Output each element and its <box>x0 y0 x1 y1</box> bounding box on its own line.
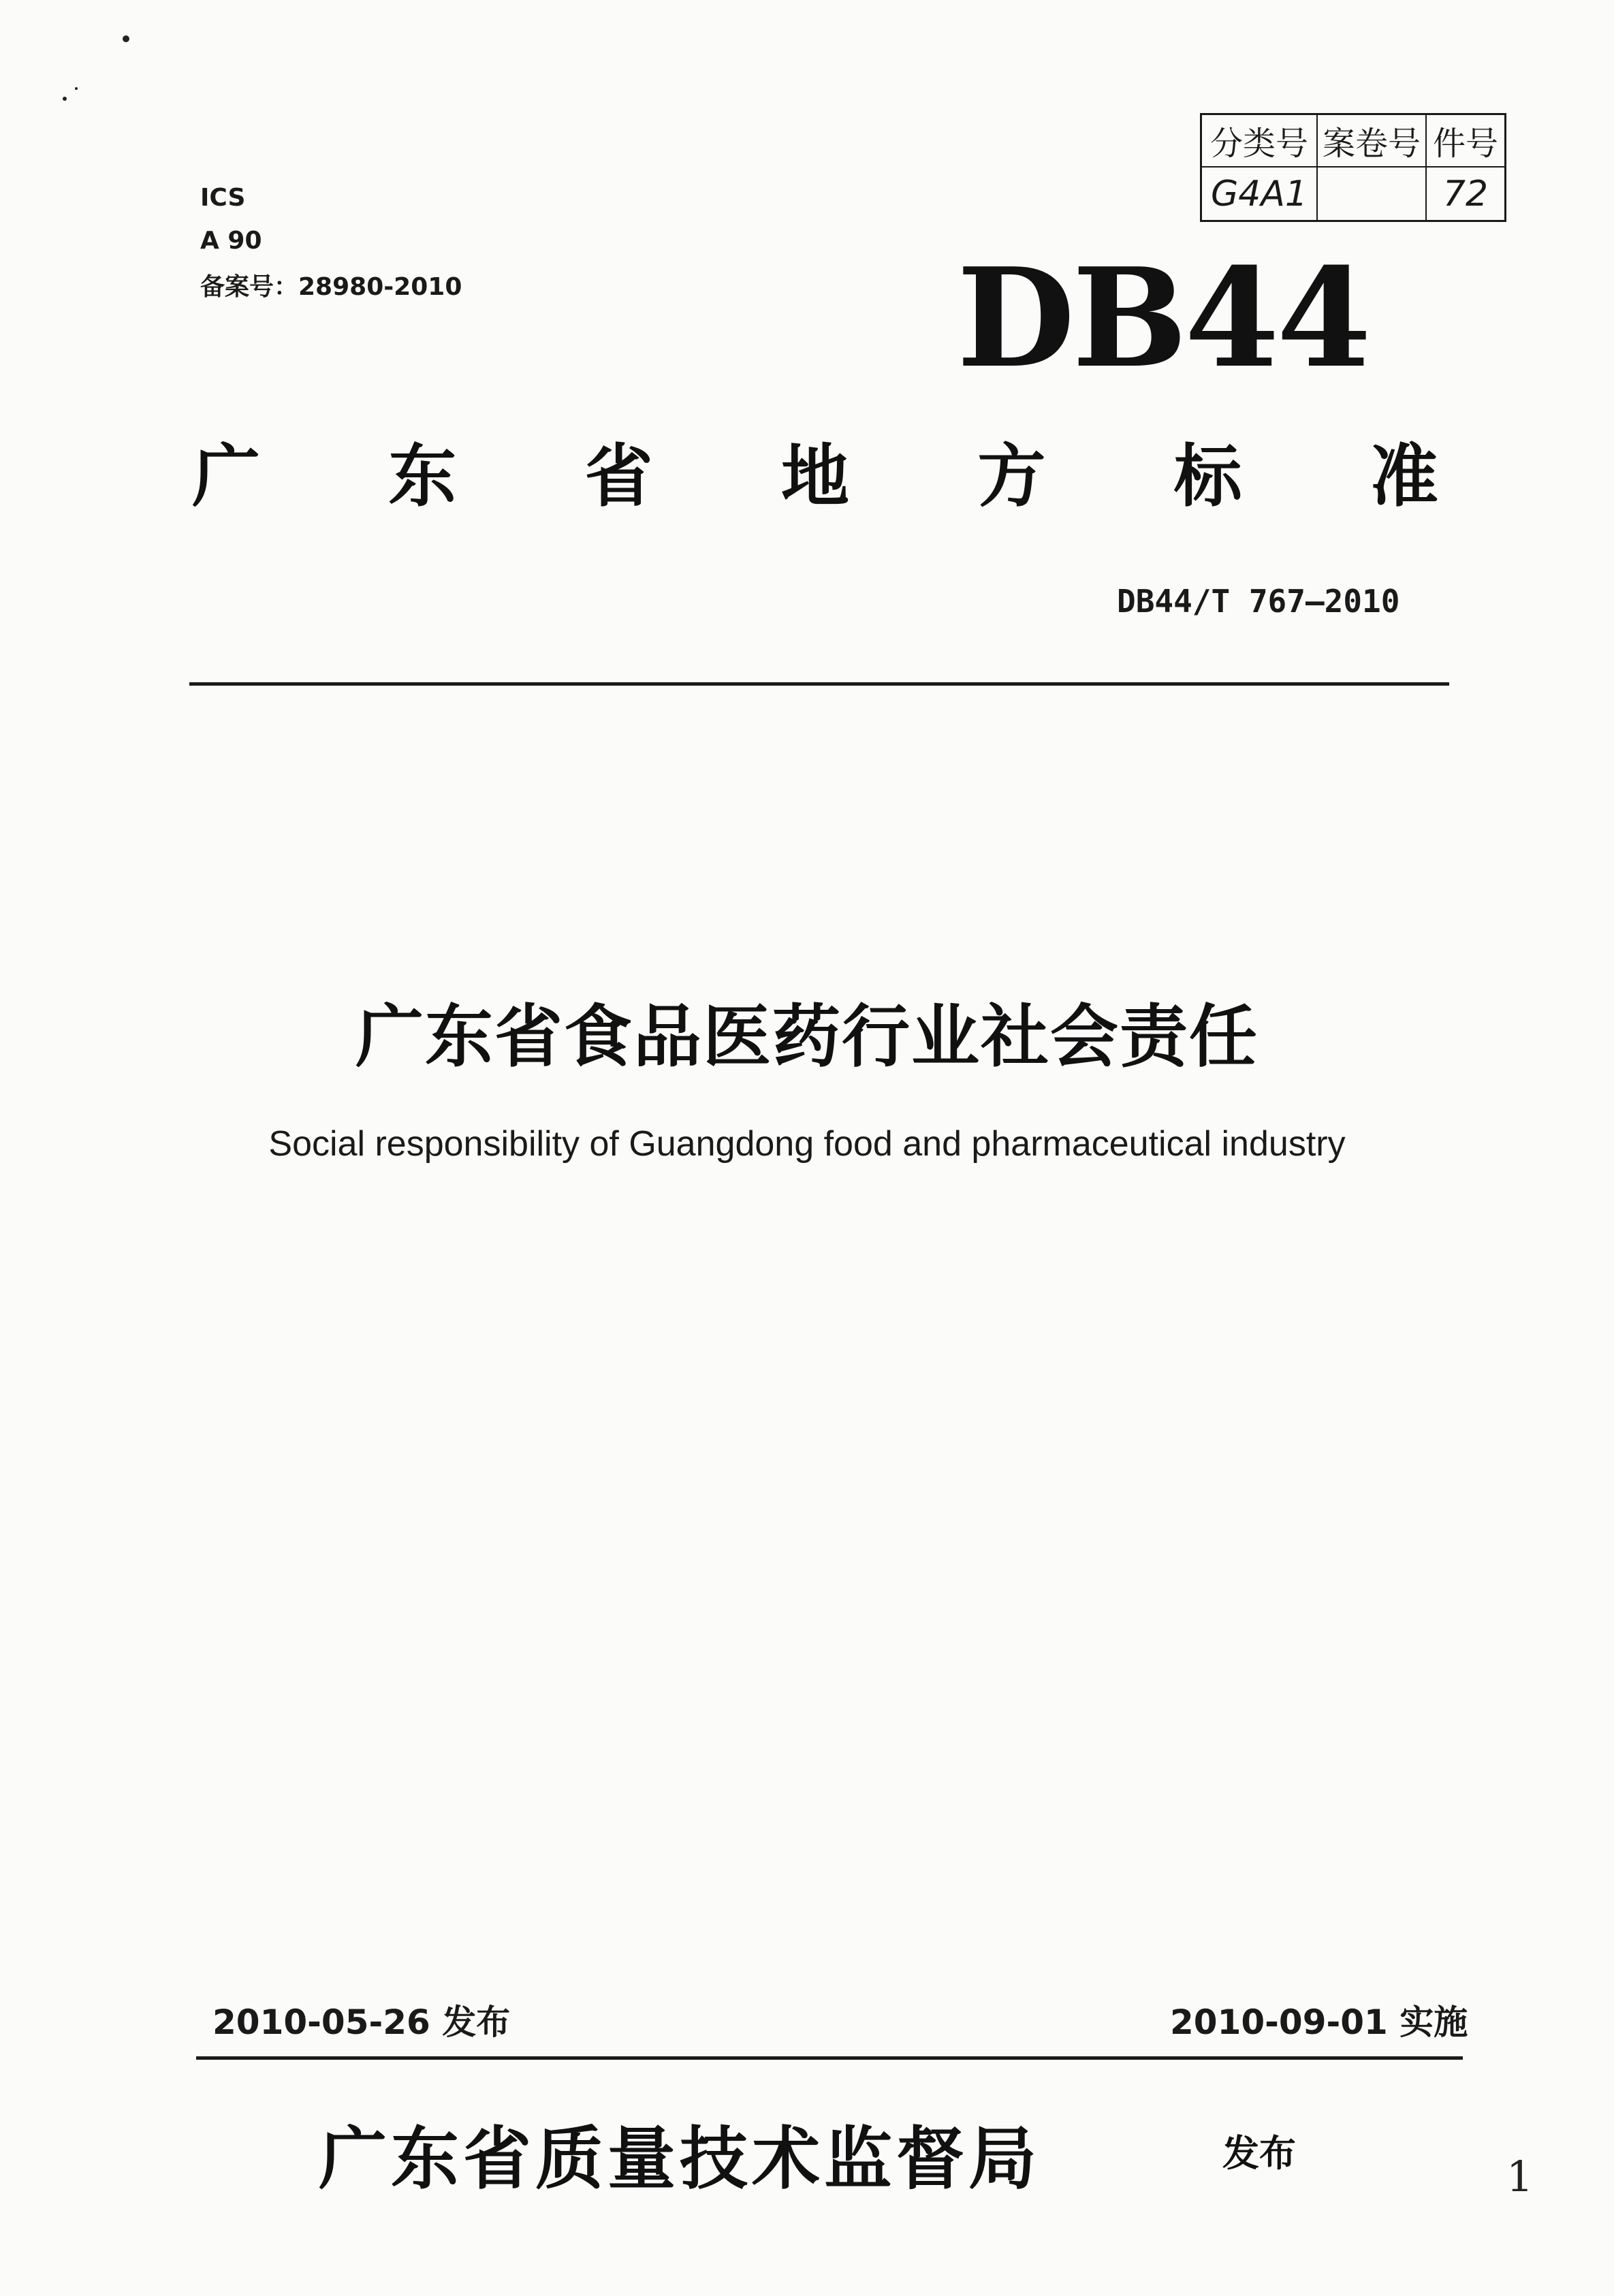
standard-number: DB44/T 767—2010 <box>1117 583 1400 620</box>
issue-date: 2010-05-26 发布 <box>212 2003 511 2042</box>
page-number: 1 <box>1506 2152 1534 2201</box>
category-char: 东 <box>388 436 457 516</box>
archive-header-item: 件号 <box>1427 115 1504 168</box>
archive-value-volume <box>1318 168 1427 220</box>
ics-code: ICS <box>200 184 246 212</box>
standard-category-title <box>192 436 1438 517</box>
document-title-en: Social responsibility of Guangdong food and pharmaceutical industry <box>268 1124 1346 1164</box>
category-char: 方 <box>977 436 1046 516</box>
category-char: 广 <box>192 436 260 516</box>
archive-header-volume: 案卷号 <box>1318 115 1427 168</box>
effective-date: 2010-09-01 实施 <box>1170 2003 1468 2042</box>
scan-speck <box>123 35 129 42</box>
document-title-cn: 广东省食品医药行业社会责任 <box>355 997 1259 1077</box>
issuer-suffix: 发布 <box>1222 2132 1296 2175</box>
category-char: 省 <box>584 436 653 516</box>
archive-value-category: G4A1 <box>1202 168 1318 220</box>
db-code-logo: DB44 <box>957 238 1369 398</box>
classification-code: A 90 <box>200 227 262 255</box>
archive-box <box>1200 113 1506 222</box>
category-char: 标 <box>1173 436 1242 516</box>
bottom-divider <box>196 2056 1463 2060</box>
scan-speck <box>63 97 67 101</box>
category-char: 准 <box>1370 436 1438 516</box>
category-char: 地 <box>780 436 849 516</box>
issuer-name: 广东省质量技术监督局 <box>319 2118 1041 2199</box>
record-number: 备案号：28980-2010 <box>200 273 462 301</box>
scan-speck <box>75 87 78 90</box>
archive-header-category: 分类号 <box>1202 115 1318 168</box>
archive-value-item: 72 <box>1442 173 1489 214</box>
top-divider <box>189 682 1449 686</box>
